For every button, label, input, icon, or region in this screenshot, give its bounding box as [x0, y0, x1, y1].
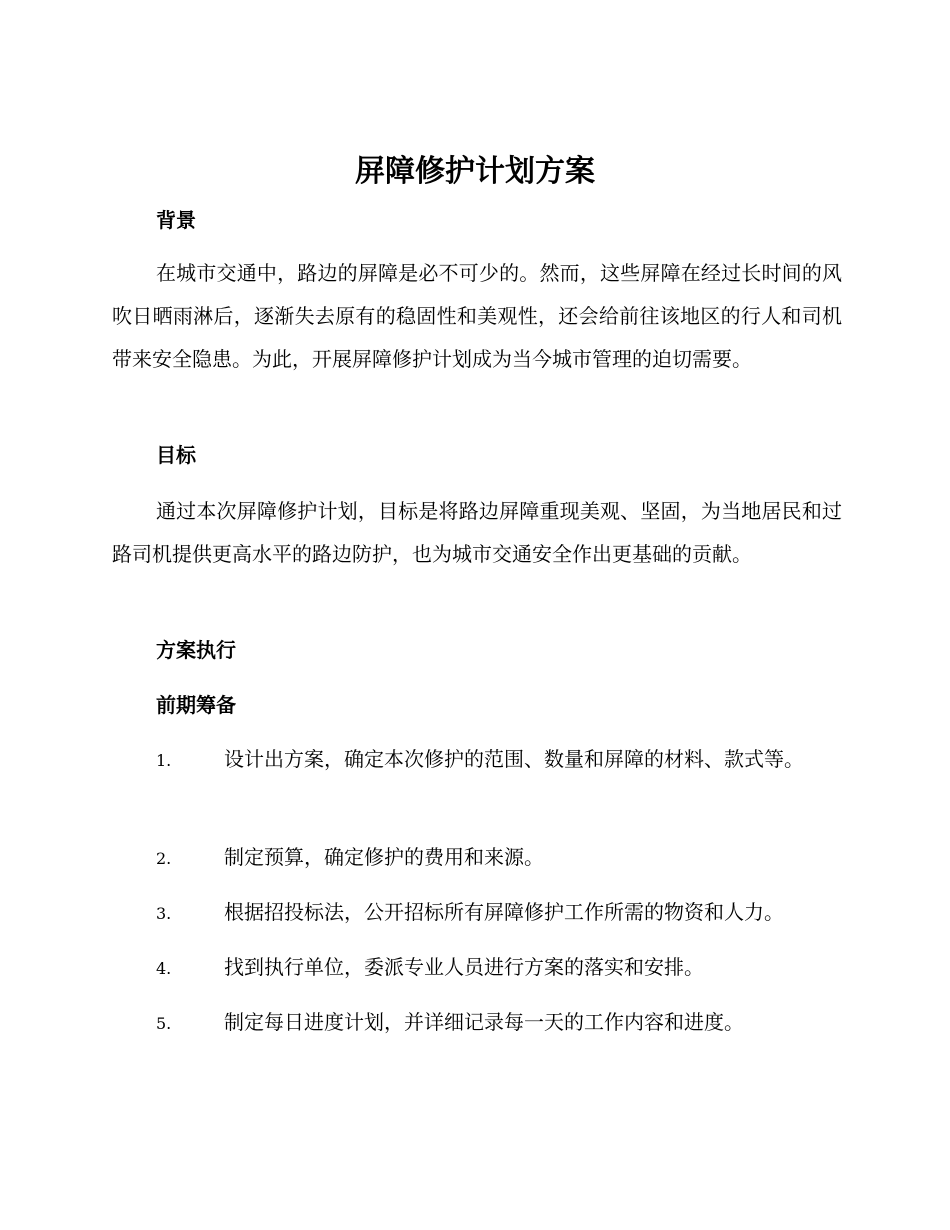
list-item-text: 制定每日进度计划，并详细记录每一天的工作内容和进度。	[224, 1010, 744, 1034]
document-title: 屏障修护计划方案	[355, 154, 595, 189]
section-heading-execution: 方案执行	[156, 638, 236, 662]
list-item	[112, 1001, 842, 1045]
list-item	[112, 738, 842, 782]
list-item-text: 制定预算，确定修护的费用和来源。	[224, 845, 544, 869]
list-item	[112, 891, 842, 935]
list-item-number: 1.	[156, 751, 172, 770]
list-item-number: 5.	[156, 1014, 172, 1033]
list-item-number: 4.	[156, 959, 172, 978]
list-item-text: 设计出方案，确定本次修护的范围、数量和屏障的材料、款式等。	[224, 747, 804, 771]
section-heading-goal: 目标	[156, 443, 196, 467]
list-item	[112, 836, 842, 880]
list-item-number: 3.	[156, 904, 172, 923]
list-item	[112, 946, 842, 990]
subsection-heading-preparation: 前期筹备	[156, 693, 236, 717]
paragraph-goal: 通过本次屏障修护计划，目标是将路边屏障重现美观、坚固，为当地居民和过路司机提供更高水平的路边防护，也为城市交通安全作出更基础的贡献。	[112, 499, 842, 566]
list-item-text: 找到执行单位，委派专业人员进行方案的落实和安排。	[224, 955, 704, 979]
paragraph-background: 在城市交通中，路边的屏障是必不可少的。然而，这些屏障在经过长时间的风吹日晒雨淋后，逐渐失去原有的稳固性和美观性，还会给前往该地区的行人和司机带来安全隐患。为此，开展屏障修护计划成为当今城市管理的迫切需要。	[112, 261, 842, 371]
list-item-number: 2.	[156, 849, 172, 868]
section-heading-background: 背景	[156, 208, 196, 232]
list-item-text: 根据招投标法，公开招标所有屏障修护工作所需的物资和人力。	[224, 900, 784, 924]
